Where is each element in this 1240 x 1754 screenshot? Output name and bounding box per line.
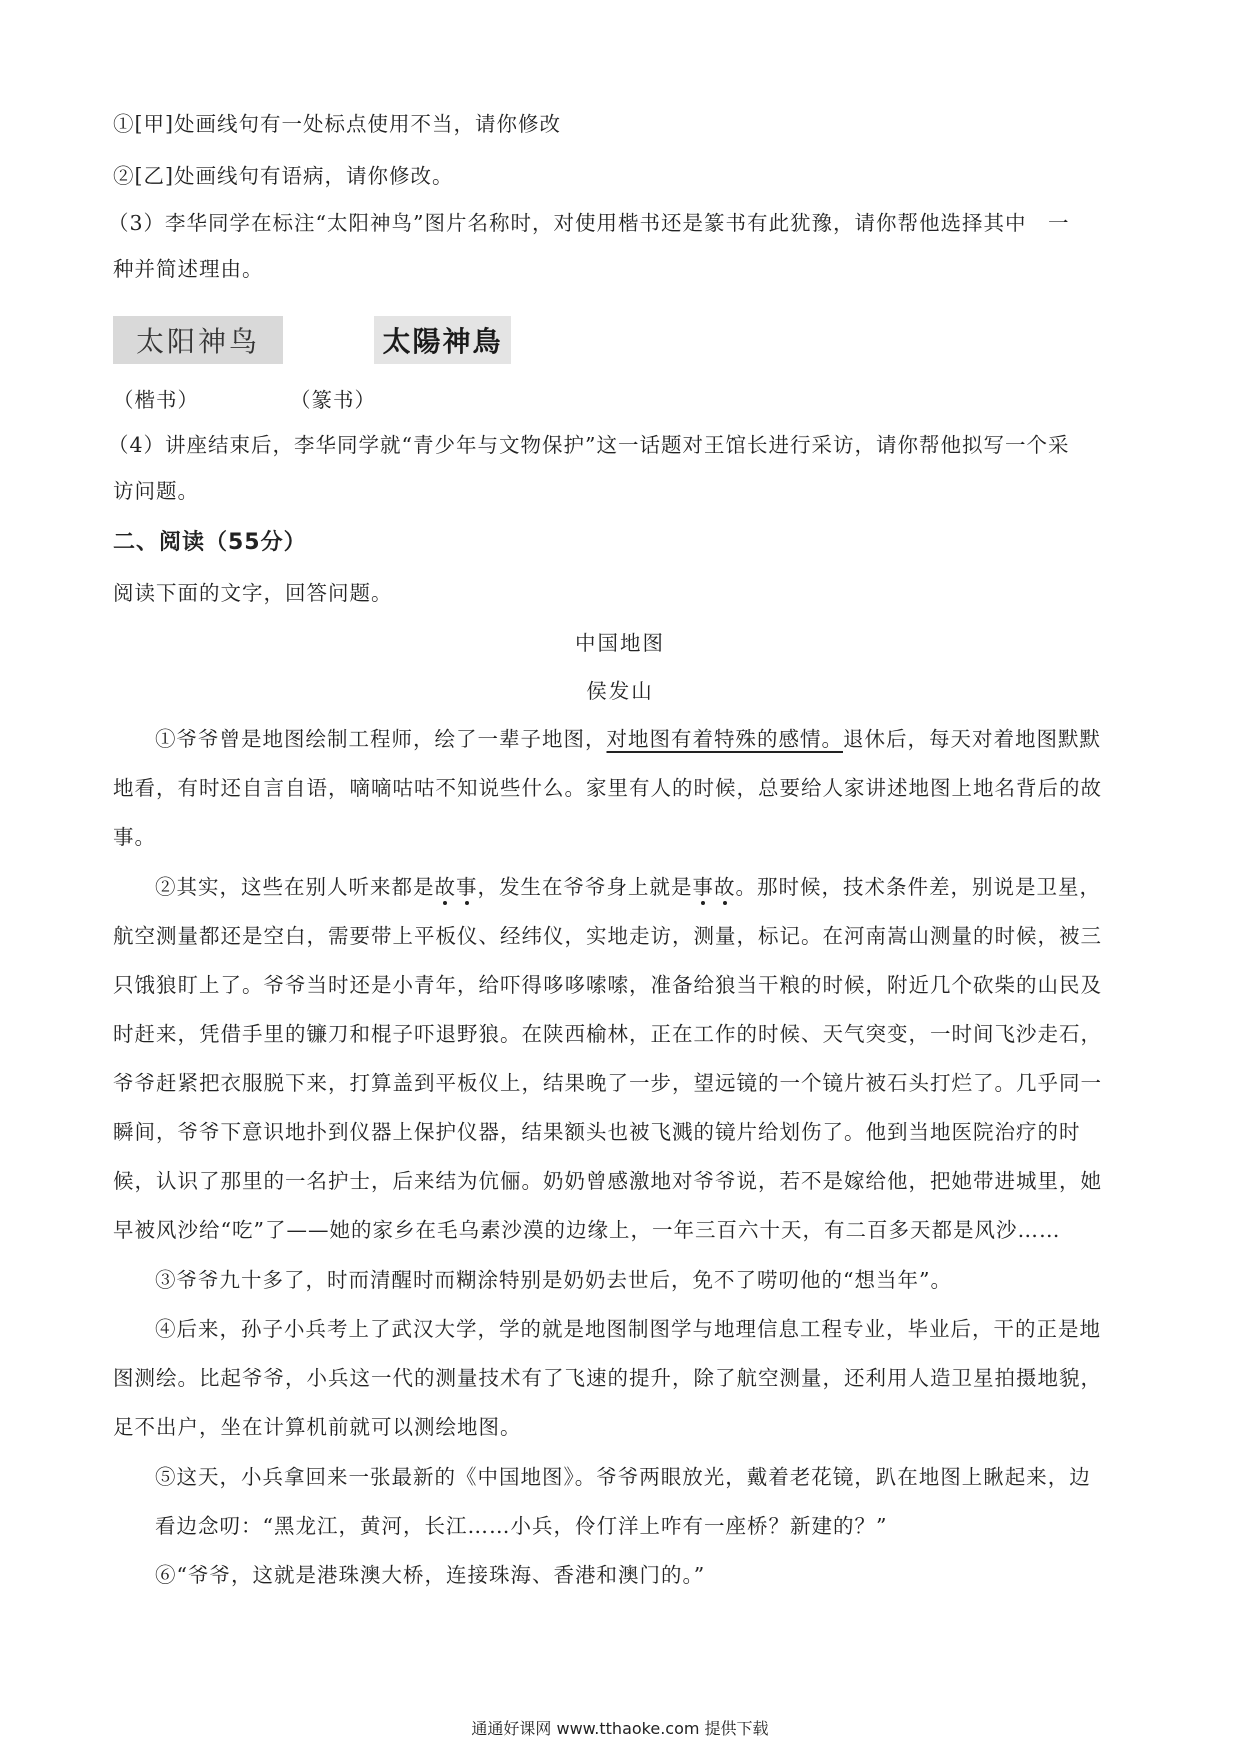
paragraph-2-line-7: 候，认识了那里的一名护士，后来结为伉俪。奶奶曾感激地对爷爷说，若不是嫁给他，把她带进城里，她	[113, 1169, 1102, 1193]
paragraph-2-line-6: 瞬间，爷爷下意识地扑到仪器上保护仪器，结果额头也被飞溅的镜片给划伤了。他到当地医院治疗的时	[113, 1120, 1081, 1144]
zhuanshu-sample-image: 太陽神鳥	[374, 316, 511, 364]
paragraph-1-line-3: 事。	[113, 825, 156, 849]
section-heading: 二、阅读（55分）	[113, 530, 307, 555]
emphasis-dot-char: 故	[434, 875, 456, 899]
paragraph-2-line-4: 时赶来，凭借手里的镰刀和棍子吓退野狼。在陕西榆林，正在工作的时候、天气突变，一时间飞沙走石，	[113, 1022, 1102, 1046]
paragraph-2-line-2: 航空测量都还是空白，需要带上平板仪、经纬仪，实地走访，测量，标记。在河南嵩山测量的时候，被三	[113, 924, 1102, 948]
article-title: 中国地图	[575, 631, 665, 655]
paragraph-1-underlined-sentence: 对地图有着特殊的感情。	[606, 727, 843, 751]
paragraph-2-line-8: 早被风沙给“吃”了——她的家乡在毛乌素沙漠的边缘上，一年三百六十天，有二百多天都是风沙……	[113, 1218, 1061, 1242]
article-author: 侯发山	[586, 679, 654, 703]
paragraph-5-line-2: 看边念叨：“黑龙江，黄河，长江……小兵，伶仃洋上咋有一座桥？新建的？”	[155, 1514, 888, 1538]
kaishu-sample-image: 太阳神鸟	[113, 316, 283, 364]
emphasis-dot-char: 故	[714, 875, 736, 899]
paragraph-6: ⑥“爷爷，这就是港珠澳大桥，连接珠海、香港和澳门的。”	[155, 1563, 706, 1587]
paragraph-3: ③爷爷九十多了，时而清醒时而糊涂特别是奶奶去世后，免不了唠叨他的“想当年”。	[155, 1268, 952, 1292]
section-instruction: 阅读下面的文字，回答问题。	[113, 581, 393, 605]
paragraph-2-line-1	[155, 872, 1101, 902]
emphasis-dot-char: 事	[456, 875, 478, 899]
paragraph-1-line-1	[155, 724, 1101, 754]
question-3-line-1: （3）李华同学在标注“太阳神鸟”图片名称时，对使用楷书还是篆书有此犹豫，请你帮他选择其中 一	[108, 211, 1070, 235]
question-item-1: ①[甲]处画线句有一处标点使用不当，请你修改	[113, 112, 561, 136]
paragraph-2-text-b: ，发生在爷爷身上就是	[477, 875, 693, 899]
paragraph-2-line-3: 只饿狼盯上了。爷爷当时还是小青年，给吓得哆哆嗦嗦，准备给狼当干粮的时候，附近几个砍柴的山民及	[113, 973, 1102, 997]
question-4-line-1: （4）讲座结束后，李华同学就“青少年与文物保护”这一话题对王馆长进行采访，请你帮他拟写一个采	[108, 433, 1070, 457]
paragraph-2-line-5: 爷爷赶紧把衣服脱下来，打算盖到平板仪上，结果晚了一步，望远镜的一个镜片被石头打烂了。几乎同一	[113, 1071, 1102, 1095]
paragraph-1-text-b: 退休后，每天对着地图默默	[843, 727, 1101, 751]
question-3-line-2: 种并简述理由。	[113, 257, 264, 281]
emphasis-dot-char: 事	[692, 875, 714, 899]
question-item-2: ②[乙]处画线句有语病，请你修改。	[113, 164, 454, 188]
caption-kaishu: （楷书）	[113, 388, 199, 412]
paragraph-2-text-a: ②其实，这些在别人听来都是	[155, 875, 435, 899]
paragraph-4-line-1: ④后来，孙子小兵考上了武汉大学，学的就是地图制图学与地理信息工程专业，毕业后，干的正是地	[155, 1317, 1101, 1341]
paragraph-2-text-c: 。那时候，技术条件差，别说是卫星，	[735, 875, 1101, 899]
footer-download-note: 通通好课网 www.tthaoke.com 提供下载	[471, 1719, 769, 1738]
paragraph-1-text-a: ①爷爷曾是地图绘制工程师，绘了一辈子地图，	[155, 727, 607, 751]
question-4-line-2: 访问题。	[113, 479, 199, 503]
paragraph-5-line-1: ⑤这天，小兵拿回来一张最新的《中国地图》。爷爷两眼放光，戴着老花镜，趴在地图上瞅起来，边	[155, 1465, 1091, 1489]
paragraph-4-line-3: 足不出户，坐在计算机前就可以测绘地图。	[113, 1415, 522, 1439]
paragraph-4-line-2: 图测绘。比起爷爷，小兵这一代的测量技术有了飞速的提升，除了航空测量，还利用人造卫星拍摄地貌，	[113, 1366, 1102, 1390]
caption-zhuanshu: （篆书）	[290, 388, 376, 412]
paragraph-1-line-2: 地看，有时还自言自语，嘀嘀咕咕不知说些什么。家里有人的时候，总要给人家讲述地图上地名背后的故	[113, 776, 1102, 800]
